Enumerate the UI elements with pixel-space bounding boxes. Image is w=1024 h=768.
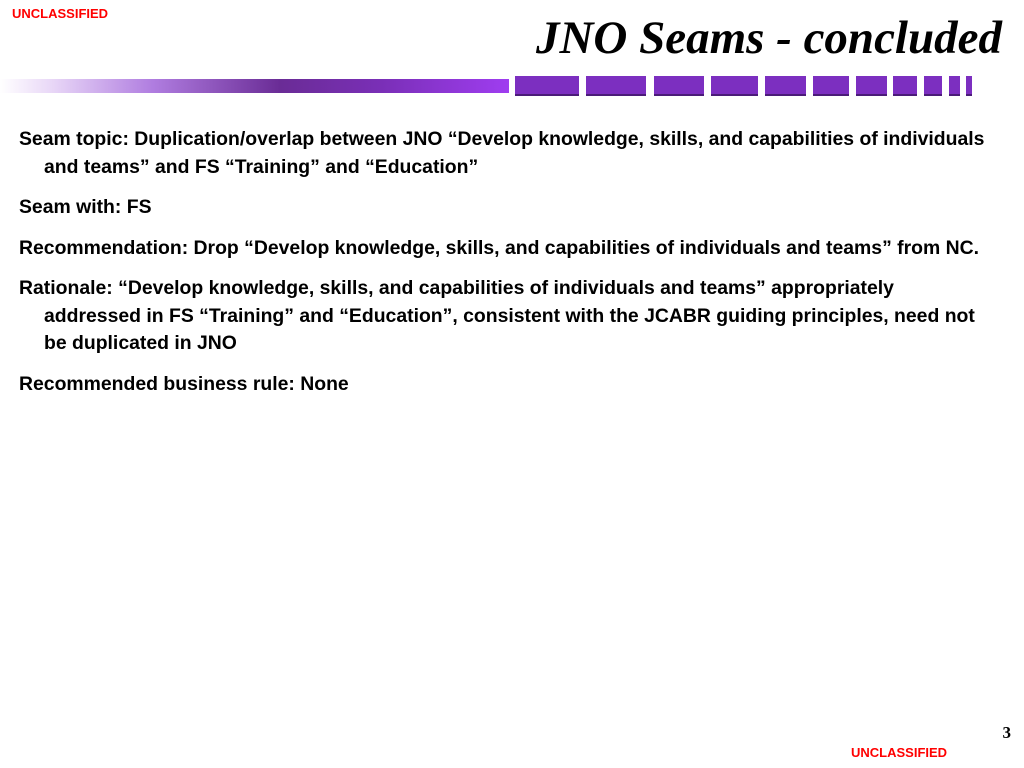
band-block [813,76,849,96]
band-block [893,76,917,96]
classification-marking-top: UNCLASSIFIED [12,6,109,21]
band-block [949,76,960,96]
band-block [856,76,887,96]
band-block [586,76,646,96]
band-block [765,76,806,96]
band-block [515,76,579,96]
rationale-paragraph: Rationale: “Develop knowledge, skills, and capabilities of individuals and teams” appropriately addressed in FS “Training” and “Education”, consistent with the JCABR guiding principles, need not be duplicated in JNO [19,277,975,354]
band-block [924,76,942,96]
recommendation-paragraph: Recommendation: Drop “Develop knowledge, skills, and capabilities of individuals and teams” from NC. [19,236,980,259]
band-block [711,76,758,96]
page-number: 3 [1002,723,1011,742]
slide-title: JNO Seams - concluded [535,12,1002,64]
slide-body [19,126,994,411]
classification-marking-bottom: UNCLASSIFIED [851,745,948,760]
band-gradient-bar [0,79,509,93]
seam-with-paragraph: Seam with: FS [19,196,152,218]
business-rule-paragraph: Recommended business rule: None [19,372,349,395]
band-block [654,76,704,96]
band-block [966,76,972,96]
title-decorative-band [0,76,980,96]
seam-topic-paragraph: Seam topic: Duplication/overlap between JNO “Develop knowledge, skills, and capabilities of individuals and teams” and FS “Training” and “Education” [19,128,985,178]
